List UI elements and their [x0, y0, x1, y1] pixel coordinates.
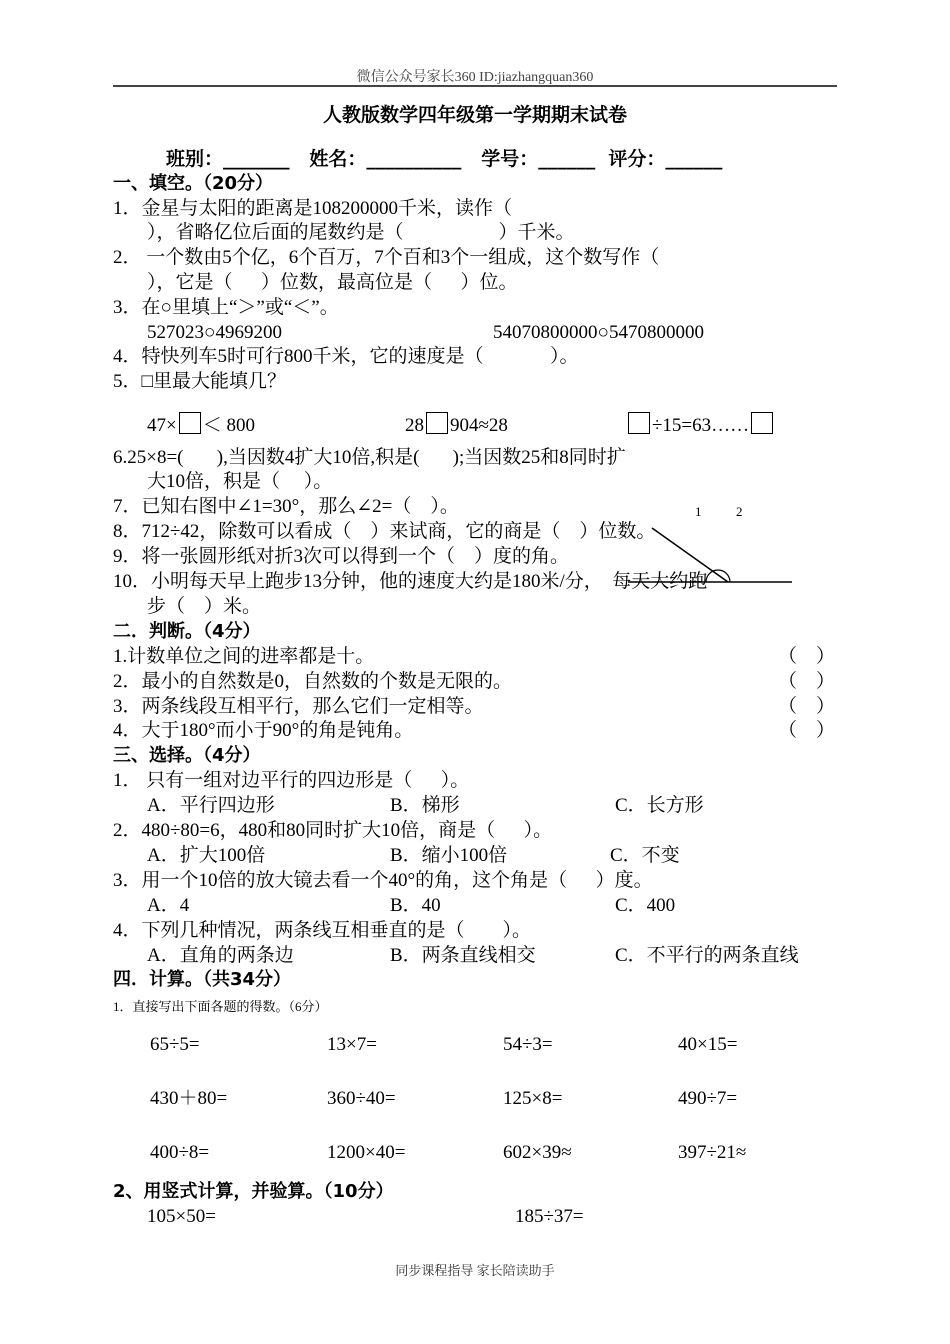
choice-stem: 3．用一个10倍的放大镜去看一个40°的角，这个角是（ ）度。	[113, 870, 653, 891]
question-1: 1．金星与太阳的距离是108200000千米，读作（	[113, 198, 513, 219]
calc-item: 40×15=	[678, 1034, 738, 1055]
calc-item: 400÷8=	[150, 1142, 210, 1163]
angle-label-1: 1	[695, 504, 702, 519]
option-b[interactable]: B．缩小100倍	[390, 845, 508, 866]
option-a[interactable]: A．平行四边形	[147, 795, 275, 816]
option-b[interactable]: B．两条直线相交	[390, 945, 536, 966]
page-title: 人教版数学四年级第一学期期末试卷	[322, 104, 627, 126]
calc-item: 13×7=	[327, 1034, 377, 1055]
question-2-cont: ），它是（ ）位数，最高位是（ ）位。	[147, 272, 518, 293]
calc-item: 430＋80=	[150, 1088, 228, 1109]
judge-item: 3．两条线段互相平行，那么它们一定相等。	[113, 696, 484, 717]
option-c[interactable]: C．400	[615, 895, 676, 916]
question-4: 4．特快列车5时可行800千米，它的速度是（ ）。	[113, 346, 579, 367]
judge-item: 2．最小的自然数是0，自然数的个数是无限的。	[113, 671, 513, 692]
section-2-heading: 二．判断。（4分）	[113, 621, 261, 642]
q5-item-c: ÷15=63……	[626, 412, 775, 438]
question-10-cont: 步（ ）米。	[147, 596, 262, 617]
question-6-cont: 大10倍，积是（ ）。	[147, 471, 333, 492]
section-1-heading: 一、填空。（20分）	[113, 173, 274, 194]
question-6: 6.25×8=( ),当因数4扩大10倍,积是( );当因数25和8同时扩	[113, 447, 626, 468]
answer-paren[interactable]: （ ）	[778, 646, 836, 667]
question-8: 8．712÷42，除数可以看成（ ）来试商，它的商是（ ）位数。	[113, 521, 656, 542]
subsection-1: 1．直接写出下面各题的得数。（6分）	[113, 999, 328, 1014]
question-1-cont: ），省略亿位后面的尾数约是（ ）千米。	[147, 222, 575, 243]
option-a[interactable]: A．4	[147, 895, 190, 916]
question-9: 9．将一张圆形纸对折3次可以得到一个（ ）度的角。	[113, 546, 570, 567]
choice-stem: 4．下列几种情况，两条线互相垂直的是（ ）。	[113, 920, 532, 941]
judge-item: 1.计数单位之间的进率都是十。	[113, 646, 375, 667]
q5-item-b: 28 904≈28	[405, 412, 508, 438]
option-c[interactable]: C．不平行的两条直线	[615, 945, 799, 966]
calc-item: 397÷21≈	[678, 1142, 747, 1163]
question-10: 10．小明每天早上跑步13分钟，他的速度大约是180米/分， 每天大约跑	[113, 571, 708, 592]
option-b[interactable]: B．40	[390, 895, 441, 916]
calc-item: 602×39≈	[503, 1142, 572, 1163]
section-4-heading: 四．计算。（共34分）	[113, 969, 292, 990]
judge-item: 4．大于180°而小于90°的角是钝角。	[113, 720, 414, 741]
compare-1: 527023○4969200	[147, 322, 282, 343]
question-2: 2． 一个数由5个亿，6个百万，7个百和3个一组成，这个数写作（	[113, 247, 660, 268]
compare-2: 54070800000○5470800000	[493, 322, 704, 343]
answer-paren[interactable]: （ ）	[778, 671, 836, 692]
option-b[interactable]: B．梯形	[390, 795, 460, 816]
vertical-calc-1: 105×50=	[147, 1206, 216, 1227]
page-footer: 同步课程指导 家长陪读助手	[395, 1263, 555, 1278]
answer-paren[interactable]: （ ）	[778, 720, 836, 741]
subsection-2: 2、用竖式计算，并验算。（10分）	[113, 1181, 394, 1202]
q5-item-a: 47× ＜ 800	[147, 412, 255, 438]
option-a[interactable]: A．扩大100倍	[147, 845, 266, 866]
section-3-heading: 三、选择。（4分）	[113, 745, 261, 766]
calc-item: 65÷5=	[150, 1034, 200, 1055]
calc-item: 360÷40=	[327, 1088, 396, 1109]
option-c[interactable]: C．长方形	[615, 795, 704, 816]
question-3: 3．在○里填上“＞”或“＜”。	[113, 297, 339, 318]
answer-paren[interactable]: （ ）	[778, 696, 836, 717]
vertical-calc-2: 185÷37=	[515, 1206, 584, 1227]
question-5: 5．□里最大能填几？	[113, 371, 286, 392]
calc-item: 1200×40=	[327, 1142, 406, 1163]
calc-item: 54÷3=	[503, 1034, 553, 1055]
page-header: 微信公众号家长360 ID:jiazhangquan360	[356, 70, 594, 85]
choice-stem: 1． 只有一组对边平行的四边形是（ ）。	[113, 770, 470, 791]
option-c[interactable]: C．不变	[610, 845, 680, 866]
choice-stem: 2．480÷80=6，480和80同时扩大10倍，商是（ ）。	[113, 820, 553, 841]
option-a[interactable]: A．直角的两条边	[147, 945, 294, 966]
calc-item: 125×8=	[503, 1088, 563, 1109]
calc-item: 490÷7=	[678, 1088, 738, 1109]
angle-label-2: 2	[736, 504, 743, 519]
student-info-line: 班别：_______ 姓名：__________ 学号：______ 评分：______	[166, 148, 723, 170]
question-7: 7．已知右图中∠1=30°，那么∠2=（ ）。	[113, 496, 459, 517]
